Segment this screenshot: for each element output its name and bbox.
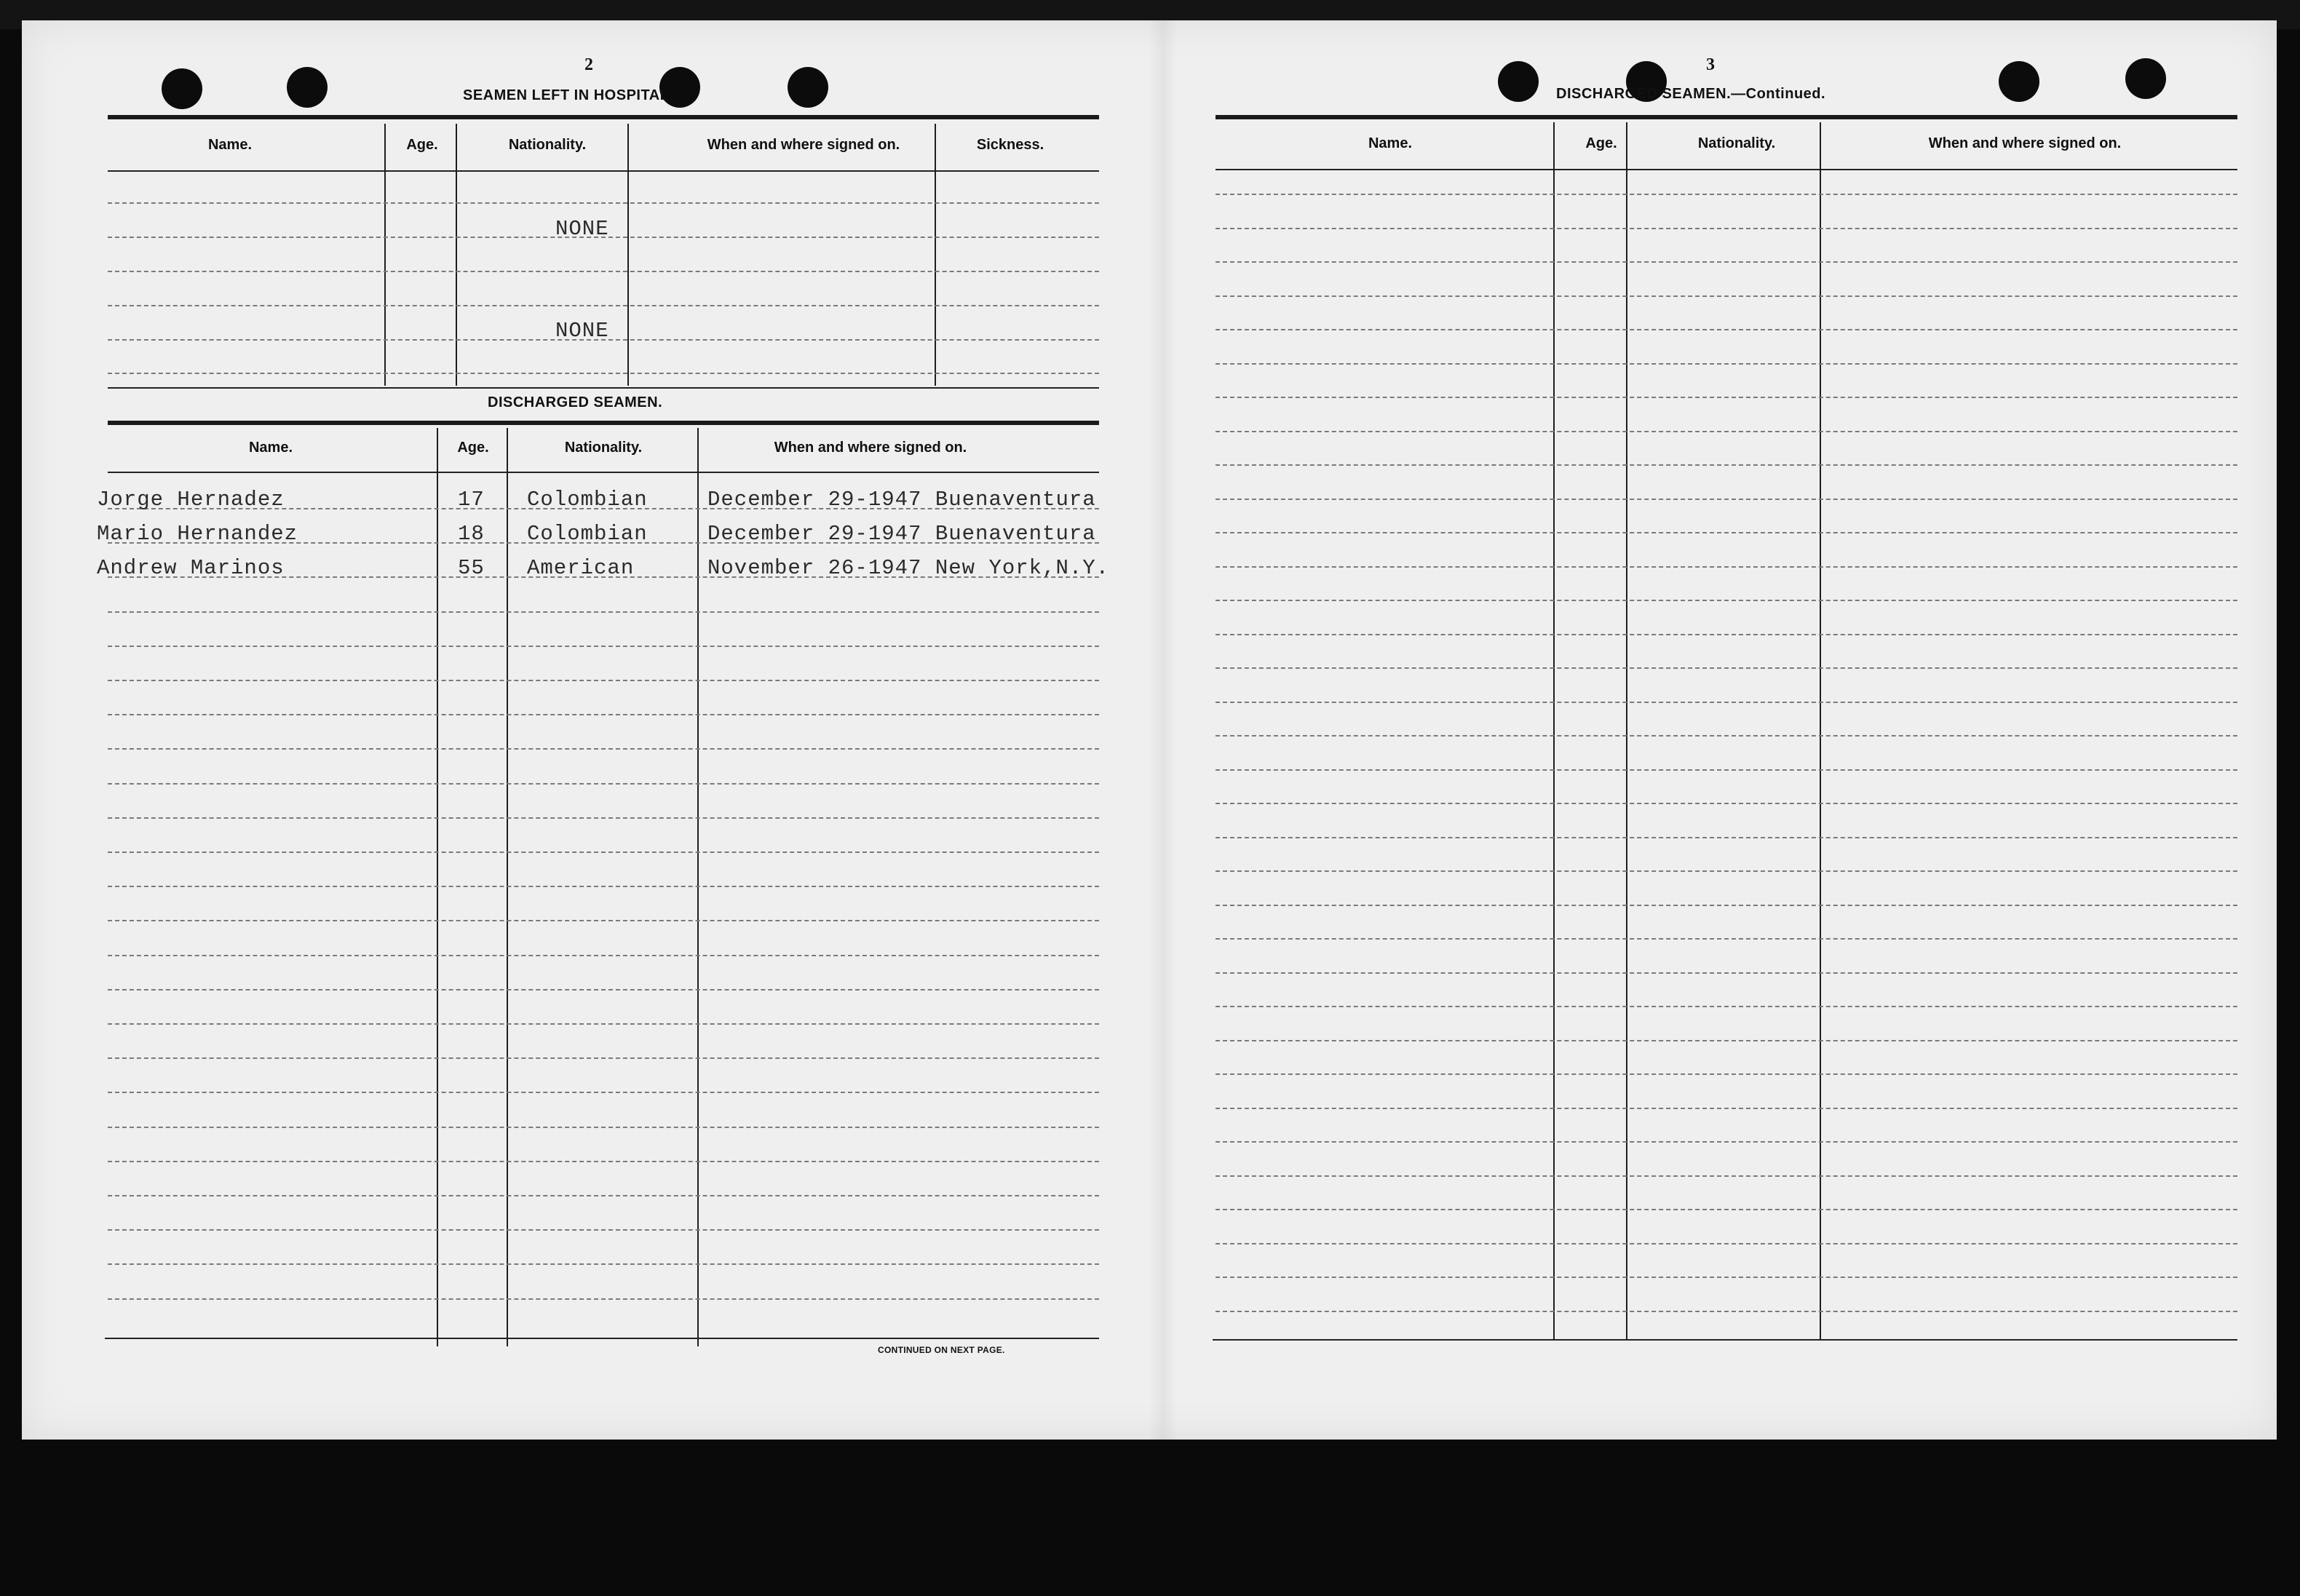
right-col-signed-on: When and where signed on.	[1928, 135, 2122, 151]
right-header-rule	[1216, 115, 2237, 119]
form-row-line	[108, 1195, 1099, 1196]
seaman-signed-on: December 29-1947 Buenaventura	[707, 488, 1096, 512]
seaman-nationality: Colombian	[527, 522, 648, 546]
hospital-col-signed-on: When and where signed on.	[707, 137, 900, 153]
form-row-line	[1216, 1175, 2237, 1177]
right-col-age: Age.	[1585, 135, 1617, 151]
form-row-line	[1216, 735, 2237, 737]
form-row-line	[108, 920, 1099, 921]
form-row-line	[1216, 363, 2237, 365]
discharged-bottom-rule	[105, 1338, 1099, 1339]
form-row-line	[1216, 1277, 2237, 1278]
form-row-line	[1216, 261, 2237, 263]
discharged-divider	[507, 428, 508, 1346]
form-row-line	[1216, 499, 2237, 500]
form-row-line	[1216, 1108, 2237, 1109]
form-row-line	[108, 1092, 1099, 1093]
seaman-name: Andrew Marinos	[97, 556, 285, 580]
right-col-nationality: Nationality.	[1697, 135, 1776, 151]
discharged-col-name: Name.	[248, 440, 293, 456]
discharged-column-rule	[108, 472, 1099, 473]
form-row-line	[1216, 228, 2237, 229]
seaman-nationality: American	[527, 556, 635, 580]
form-row-line	[108, 955, 1099, 956]
form-row-line	[1216, 803, 2237, 804]
hospital-col-nationality: Nationality.	[508, 137, 587, 153]
hospital-divider	[627, 124, 629, 386]
seaman-nationality: Colombian	[527, 488, 648, 512]
punch-hole	[788, 67, 828, 108]
form-row-line	[1216, 870, 2237, 872]
form-row-line	[1216, 1073, 2237, 1075]
punch-hole	[287, 67, 328, 108]
form-row-line	[1216, 397, 2237, 398]
hospital-col-name: Name.	[207, 137, 253, 153]
form-row-line	[108, 646, 1099, 647]
form-row-line	[1216, 634, 2237, 635]
hospital-entry: NONE	[555, 319, 609, 343]
discharged-divider	[697, 428, 699, 1346]
form-row-line	[1216, 1006, 2237, 1007]
seaman-signed-on: December 29-1947 Buenaventura	[707, 522, 1096, 546]
right-divider	[1553, 122, 1555, 1339]
page-number-right: 3	[1706, 55, 1715, 74]
right-col-name: Name.	[1368, 135, 1413, 151]
hospital-section-title: SEAMEN LEFT IN HOSPITAL.	[463, 87, 674, 103]
form-row-line	[108, 783, 1099, 785]
hospital-row-line	[108, 202, 1099, 204]
form-row-line	[108, 989, 1099, 990]
hospital-divider	[384, 124, 386, 386]
seaman-age: 17	[458, 488, 485, 512]
form-row-line	[1216, 1243, 2237, 1244]
hospital-entry: NONE	[555, 217, 609, 241]
form-row-line	[1216, 464, 2237, 466]
hospital-row-line	[108, 373, 1099, 374]
continued-note: CONTINUED ON NEXT PAGE.	[878, 1345, 1005, 1355]
form-row-line	[1216, 1141, 2237, 1143]
form-row-line	[108, 680, 1099, 681]
form-row-line	[1216, 769, 2237, 771]
right-bottom-rule	[1213, 1339, 2237, 1341]
hospital-divider	[935, 124, 936, 386]
form-row-line	[1216, 600, 2237, 601]
form-row-line	[108, 886, 1099, 887]
page-number-left: 2	[584, 55, 593, 74]
hospital-divider	[456, 124, 457, 386]
form-row-line	[1216, 702, 2237, 703]
form-row-line	[1216, 1040, 2237, 1041]
form-row-line	[1216, 1311, 2237, 1312]
punch-hole	[2125, 58, 2166, 99]
form-row-line	[1216, 938, 2237, 940]
form-row-line	[108, 1161, 1099, 1162]
hospital-row-line	[108, 271, 1099, 272]
form-row-line	[1216, 972, 2237, 974]
page-fold	[1149, 20, 1178, 1440]
hospital-column-rule	[108, 170, 1099, 172]
discharged-col-signed-on: When and where signed on.	[774, 440, 967, 456]
hospital-row-line	[108, 305, 1099, 306]
form-row-line	[108, 851, 1099, 853]
punch-hole	[1498, 61, 1539, 102]
form-row-line	[1216, 295, 2237, 297]
right-section-title: DISCHARGED SEAMEN.—Continued.	[1556, 86, 1826, 102]
punch-hole	[162, 68, 202, 109]
form-row-line	[108, 1229, 1099, 1231]
discharged-section-title: DISCHARGED SEAMEN.	[488, 394, 663, 410]
hospital-header-rule	[108, 115, 1099, 119]
discharged-top-rule	[108, 387, 1099, 389]
form-row-line	[108, 1263, 1099, 1265]
discharged-col-age: Age.	[457, 440, 489, 456]
right-divider	[1626, 122, 1627, 1339]
punch-hole	[1999, 61, 2039, 102]
form-row-line	[1216, 329, 2237, 330]
hospital-col-sickness: Sickness.	[976, 137, 1044, 153]
seaman-age: 18	[458, 522, 485, 546]
form-row-line	[108, 1057, 1099, 1059]
discharged-divider	[437, 428, 438, 1346]
right-divider	[1820, 122, 1821, 1339]
form-row-line	[1216, 431, 2237, 432]
seaman-name: Jorge Hernadez	[97, 488, 285, 512]
form-row-line	[108, 1023, 1099, 1025]
form-row-line	[1216, 566, 2237, 568]
hospital-col-age: Age.	[406, 137, 438, 153]
form-row-line	[108, 1298, 1099, 1300]
form-row-line	[1216, 667, 2237, 669]
document-spread	[22, 20, 2277, 1440]
form-row-line	[1216, 532, 2237, 533]
form-row-line	[108, 611, 1099, 613]
seaman-name: Mario Hernandez	[97, 522, 298, 546]
form-row-line	[108, 1127, 1099, 1128]
discharged-col-nationality: Nationality.	[564, 440, 643, 456]
form-row-line	[108, 714, 1099, 715]
form-row-line	[108, 817, 1099, 819]
right-column-rule	[1216, 169, 2237, 170]
seaman-age: 55	[458, 556, 485, 580]
form-row-line	[1216, 905, 2237, 906]
form-row-line	[1216, 1209, 2237, 1210]
form-row-line	[1216, 194, 2237, 195]
form-row-line	[1216, 837, 2237, 838]
seaman-signed-on: November 26-1947 New York,N.Y.	[707, 556, 1110, 580]
form-row-line	[108, 748, 1099, 750]
discharged-header-rule	[108, 421, 1099, 425]
